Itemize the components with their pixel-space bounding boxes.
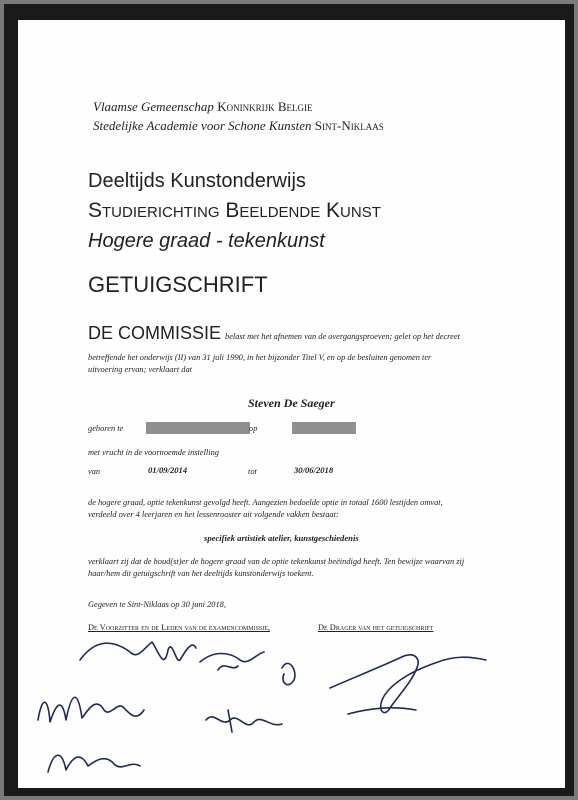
- commission-signature-label: De Voorzitter en de Leden van de examencommissie,: [88, 623, 271, 632]
- header-academy: Stedelijke Academie voor Schone Kunsten: [93, 118, 312, 133]
- given-at-line: Gegeven te Sint-Niklaas op 30 juni 2018,: [88, 600, 226, 609]
- body-line-2: verdeeld over 4 leerjaren en het lessenrooster uit volgende vakken bestaat:: [88, 510, 339, 519]
- title-higher-grade: Hogere graad - tekenkunst: [88, 230, 325, 252]
- header-city: Sint-Niklaas: [314, 118, 384, 133]
- subjects-list: specifiek artistiek atelier, kunstgeschiedenis: [204, 533, 359, 543]
- header-kingdom: Koninkrijk Belgie: [217, 99, 313, 114]
- title-certificate: GETUIGSCHRIFT: [88, 272, 268, 297]
- body-line-1: de hogere graad, optie tekenkunst gevolgd heeft. Aangezien bedoelde optie in totaal 1600 lestijden omvat,: [88, 498, 443, 507]
- certificate-page: [18, 20, 565, 788]
- handwritten-signatures: [18, 20, 565, 788]
- born-label: geboren te: [88, 424, 124, 433]
- signature-6: [330, 655, 486, 713]
- from-date: 01/09/2014: [148, 465, 188, 475]
- to-label: tot: [248, 467, 257, 476]
- title-study-direction: Studierichting Beeldende Kunst: [88, 199, 381, 222]
- commission-text-3: uitvoering ervan; verklaart dat: [88, 365, 192, 374]
- commission-text-1: belast met het afnemen van de overgangsproeven; gelet op het decreet: [225, 332, 460, 341]
- on-label: op: [249, 424, 258, 433]
- to-date: 30/06/2018: [294, 465, 334, 475]
- signature-3-mark: [282, 663, 295, 684]
- body-line-3: verklaart zij dat de houd(st)er de hogere graad van de optie tekenkunst beëindigd heeft. Ten bewijze waarvan zij: [88, 557, 465, 566]
- signature-1: [80, 642, 196, 660]
- signature-5: [48, 755, 140, 772]
- commission-text-2: betreffende het onderwijs (II) van 31 juli 1990, in het bijzonder Titel V, en op de besluiten genomen ter: [88, 353, 432, 362]
- from-label: van: [88, 467, 101, 476]
- student-name: Steven De Saeger: [248, 396, 335, 410]
- document-frame: [4, 4, 574, 796]
- header-community: Vlaamse Gemeenschap: [93, 99, 214, 114]
- body-line-4: haar/hem dit getuigschrift van het deeltijds kunstonderwijs toekent.: [88, 569, 314, 578]
- signature-2: [38, 697, 144, 722]
- followed-label: met vrucht in de voornoemde instelling: [88, 448, 219, 457]
- holder-signature-label: De Drager van het getuigschrift: [318, 623, 434, 632]
- title-part-time-education: Deeltijds Kunstonderwijs: [88, 170, 306, 192]
- commission-lead: DE COMMISSIE: [88, 323, 222, 343]
- signature-3: [200, 652, 264, 670]
- signature-4: [206, 710, 282, 732]
